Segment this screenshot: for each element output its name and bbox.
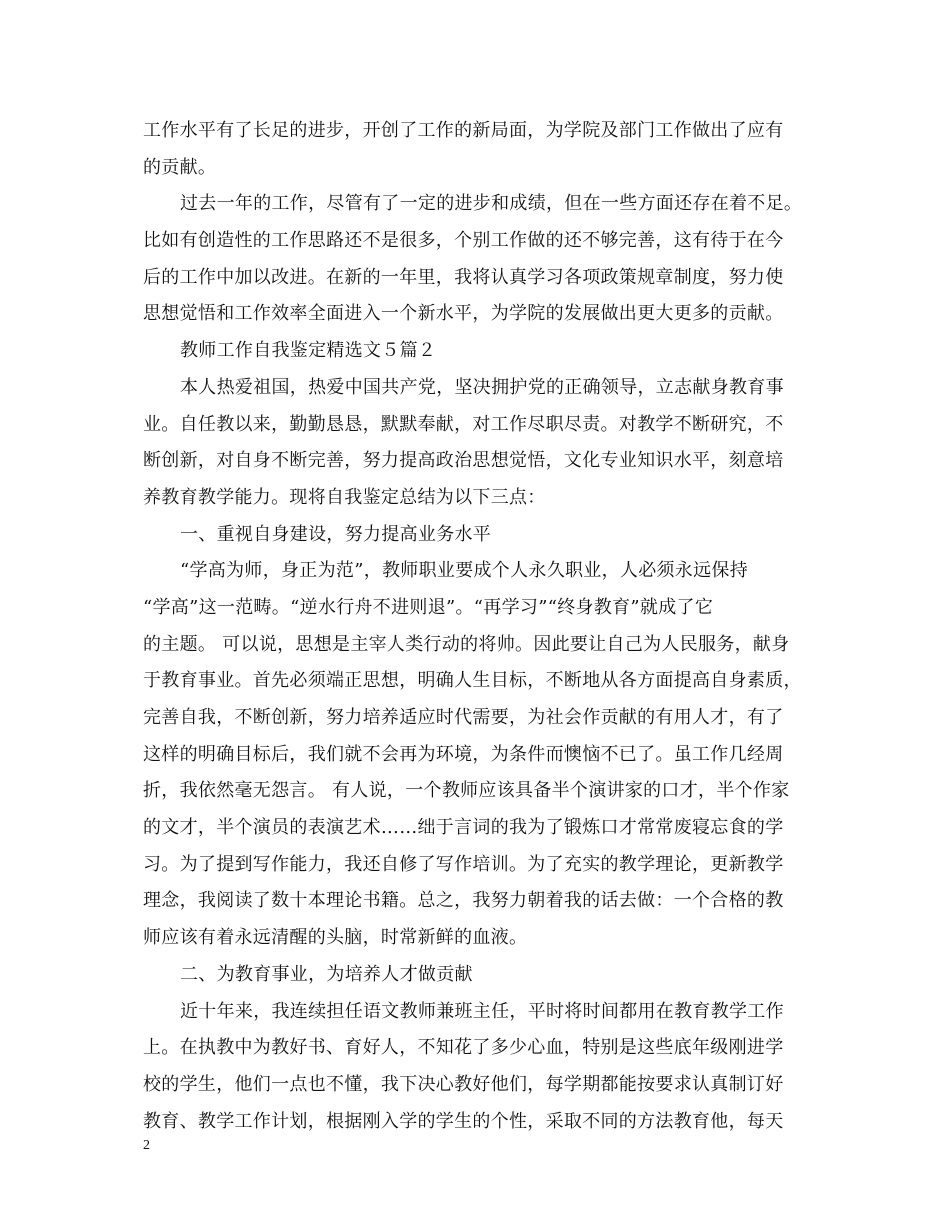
text-line: 本人热爱祖国，热爱中国共产党，坚决拥护党的正确领导，立志献身教育事 [180,376,784,398]
text-line: 师应该有着永远清醒的头脑，时常新鲜的血液。 [143,927,528,949]
text-line: “学高为师，身正为范”，教师职业要成个人永久职业，人必须永远保持 [180,560,749,582]
text-line: 于教育事业。首先必须端正思想，明确人生目标，不断地从各方面提高自身素质， [143,670,802,692]
text-line: 校的学生，他们一点也不懂，我下决心教好他们，每学期都能按要求认真制订好 [143,1073,784,1095]
text-line: 近十年来，我连续担任语文教师兼班主任，平时将时间都用在教育教学工作 [180,1000,784,1022]
text-line: 习。为了提到写作能力，我还自修了写作培训。为了充实的教学理论，更新教学 [143,853,784,875]
text-line: 的贡献。 [143,156,217,178]
text-line: 比如有创造性的工作思路还不是很多，个别工作做的还不够完善，这有待于在今 [143,230,784,252]
text-line: 折，我依然毫无怨言。 有人说，一个教师应该具备半个演讲家的口才，半个作家 [143,780,790,802]
text-line: 一、重视自身建设，努力提高业务水平 [180,523,492,545]
text-line: 的主题。 可以说，思想是主宰人类行动的将帅。因此要让自己为人民服务，献身 [143,633,790,655]
text-line: 上。在执教中为教好书、育好人，不知花了多少心血，特别是这些底年级刚进学 [143,1037,784,1059]
text-line: 这样的明确目标后，我们就不会再为环境，为条件而懊恼不已了。虽工作几经周 [143,743,784,765]
text-line: 过去一年的工作，尽管有了一定的进步和成绩，但在一些方面还存在着不足。 [180,193,803,215]
text-line: 完善自我，不断创新，努力培养适应时代需要，为社会作贡献的有用人才，有了 [143,707,784,728]
page-number: 2 [143,1138,150,1153]
text-line: 二、为教育事业，为培养人才做贡献 [180,963,473,985]
text-line: 理念，我阅读了数十本理论书籍。总之，我努力朝着我的话去做：一个合格的教 [143,890,784,912]
text-line: 的文才，半个演员的表演艺术……绌于言词的我为了锻炼口才常常废寝忘食的学 [143,817,784,839]
text-line: 断创新，对自身不断完善，努力提高政治思想觉悟，文化专业知识水平，刻意培 [143,450,784,472]
document-body [143,113,823,1140]
text-line: 养教育教学能力。现将自我鉴定总结为以下三点： [143,486,546,508]
text-line: 教师工作自我鉴定精选文５篇２ [180,340,437,362]
text-line: 工作水平有了长足的进步，开创了工作的新局面，为学院及部门工作做出了应有 [143,120,784,141]
text-line: “学高”这一范畴。“逆水行舟不进则退”。“再学习”“终身教育”就成了它 [143,596,714,618]
text-line: 思想觉悟和工作效率全面进入一个新水平，为学院的发展做出更大更多的贡献。 [143,303,784,325]
text-line: 后的工作中加以改进。在新的一年里，我将认真学习各项政策规章制度，努力使 [143,266,784,288]
text-line: 业。自任教以来，勤勤恳恳，默默奉献，对工作尽职尽责。对教学不断研究，不 [143,413,784,435]
text-line: 教育、教学工作计划，根据刚入学的学生的个性，采取不同的方法教育他，每天 [143,1110,784,1132]
